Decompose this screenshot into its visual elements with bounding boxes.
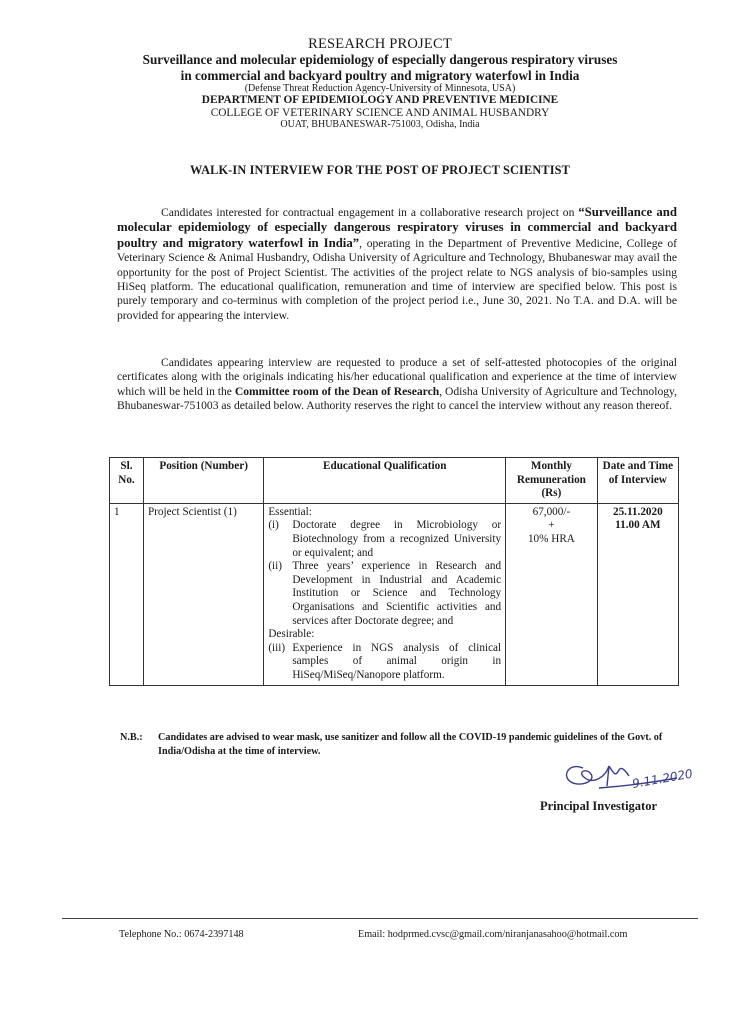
nb-text: Candidates are advised to wear mask, use sanitizer and follow all the COVID-19 pandemic guidelines of the Govt. of India/Odisha at the time of interview. (158, 732, 663, 757)
col-header-sl: Sl. No. (110, 458, 144, 504)
paragraph-intro-lead: Candidates interested for contractual engagement in a collaborative research project on (161, 206, 575, 219)
cell-sl: 1 (110, 503, 144, 685)
table-header-row (110, 458, 679, 504)
qualification-item (268, 560, 501, 628)
project-title-line1: Surveillance and molecular epidemiology of especially dangerous respiratory viruses (142, 52, 618, 67)
col-header-qualification: Educational Qualification (264, 458, 506, 504)
nb-label: N.B.: (120, 732, 143, 743)
signature-image (555, 752, 725, 800)
college-line: COLLEGE OF VETERINARY SCIENCE AND ANIMAL HUSBANDRY (210, 106, 550, 119)
paragraph-instructions-part1: Candidates appearing interview are requested to produce a set of self-attested photocopies of the original certificates along with the originals indicating his/her educational qualification and experience at the time of interview which will be held in the (117, 356, 677, 398)
interview-time: 11.00 AM (615, 519, 661, 532)
col-header-date: Date and Time of Interview (597, 458, 678, 504)
project-title-line2: in commercial and backyard poultry and migratory waterfowl in India (180, 67, 580, 83)
cell-position: Project Scientist (1) (143, 503, 263, 685)
department-line: DEPARTMENT OF EPIDEMIOLOGY AND PREVENTIVE MEDICINE (201, 94, 559, 106)
interview-venue: Committee room of the Dean of Research (234, 384, 440, 398)
paragraph-intro-project-title: “Surveillance and molecular epidemiology of especially dangerous respiratory viruses in commercial and backyard poultry and migratory waterfowl in India” (117, 205, 678, 250)
qualification-item-num: (ii) (268, 560, 282, 573)
cell-qualification (264, 503, 506, 685)
paragraph-intro-body: , operating in the Department of Preventive Medicine, College of Veterinary Science & Animal Husbandry, Odisha University of Agriculture and Technology, Bhubaneswar may avail the opportunity for the post of Project Scientist. The activities of the project relate to NGS analysis of bio-samples using HiSeq platform. The educational qualification, remuneration and time of interview are specified below. This post is purely temporary and co-terminus with completion of the project period i.e., June 30, 2021. No T.A. and D.A. will be provided for appearing the interview. (117, 236, 678, 322)
desirable-label: Desirable: (268, 628, 315, 641)
paragraph-instructions (117, 356, 677, 414)
remuneration-amount: 67,000/- (532, 505, 571, 518)
letterhead (60, 36, 700, 130)
notice-title: WALK-IN INTERVIEW FOR THE POST OF PROJECT SCIENTIST (190, 163, 570, 177)
qualification-item-num: (i) (268, 519, 279, 532)
col-header-position: Position (Number) (143, 458, 263, 504)
qualification-item (268, 642, 501, 683)
qualification-item-num: (iii) (268, 641, 286, 654)
remuneration-plus: + (548, 519, 555, 532)
sponsor-line: (Defense Threat Reduction Agency-University of Minnesota, USA) (244, 83, 516, 94)
footer-telephone: Telephone No.: 0674-2397148 (119, 929, 244, 940)
qualification-item-text: Experience in NGS analysis of clinical samples of animal origin in HiSeq/MiSeq/Nanopore platform. (292, 641, 502, 681)
qualification-item (268, 519, 501, 560)
remuneration-hra: 10% HRA (527, 532, 575, 545)
qualification-item-text: Three years’ experience in Research and Development in Industrial and Academic Institution or Science and Technology Organisations and Scientific activities and services after Doctorate degree; and (292, 560, 502, 627)
project-kicker: RESEARCH PROJECT (308, 36, 452, 52)
table-row (110, 503, 679, 685)
signature-date: 9.11.2020 (631, 766, 694, 791)
cell-remuneration (506, 503, 598, 685)
address-line: OUAT, BHUBANESWAR-751003, Odisha, India (280, 119, 480, 130)
footer-divider (62, 918, 698, 919)
col-header-remuneration: Monthly Remuneration (Rs) (506, 458, 598, 504)
signatory-title: Principal Investigator (540, 799, 658, 813)
cell-interview-datetime (597, 503, 678, 685)
essential-label: Essential: (268, 505, 312, 518)
interview-date: 25.11.2020 (612, 505, 663, 518)
position-table (109, 457, 679, 686)
footer-email: Email: hodprmed.cvsc@gmail.com/niranjanasahoo@hotmail.com (358, 929, 628, 940)
paragraph-instructions-part2: , Odisha University of Agriculture and Technology, Bhubaneswar-751003 as detailed below. Authority reserves the right to cancel the interview without any reason thereof. (117, 384, 677, 413)
qualification-item-text: Doctorate degree in Microbiology or Biotechnology from a recognized University or equivalent; and (292, 519, 502, 559)
paragraph-intro (117, 205, 677, 323)
